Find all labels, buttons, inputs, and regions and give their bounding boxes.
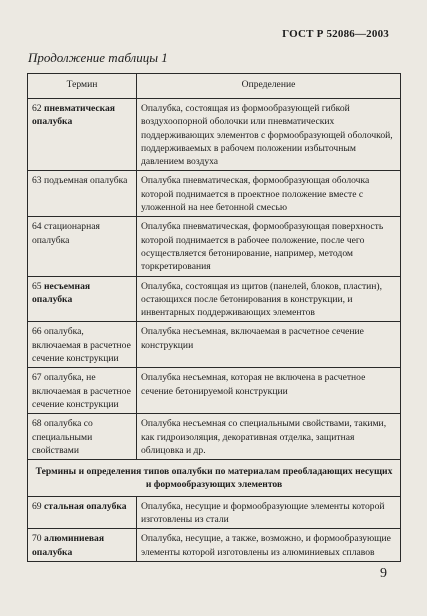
section-heading: Термины и определения типов опалубки по материалам преобладающих несущих и формообразующих элементов xyxy=(28,460,401,497)
column-header-definition: Определение xyxy=(137,74,401,99)
definition-cell: Опалубка пневматическая, формообразующая оболочка которой поднимается в проектное положение вместе с уложенной на нее бетонной смесью xyxy=(137,171,401,217)
table-row xyxy=(28,496,401,529)
term-cell xyxy=(28,171,137,217)
term-text: подъемная опалубка xyxy=(44,175,128,187)
term-cell xyxy=(28,276,137,322)
term-cell xyxy=(28,529,137,562)
term-cell xyxy=(28,496,137,529)
table-row xyxy=(28,529,401,562)
table-row xyxy=(28,368,401,414)
table-row xyxy=(28,322,401,368)
page-number: 9 xyxy=(380,566,387,581)
term-text: пневматическая опалубка xyxy=(32,103,116,128)
term-text: опалубка со специальными свойствами xyxy=(32,418,93,456)
terms-body-materials xyxy=(28,496,401,561)
term-cell xyxy=(28,322,137,368)
definition-cell: Опалубка, несущие и формообразующие элементы которой изготовлены из стали xyxy=(137,496,401,529)
table-row xyxy=(28,276,401,322)
term-text: несъемная опалубка xyxy=(32,280,91,305)
definition-cell: Опалубка, состоящая из формообразующей гибкой воздухоопорной оболочки или пневматических поддерживающих элементов с формообразующей оболочкой, поддерживаемых в рабочем положении избыточным давлением воздуха xyxy=(137,99,401,171)
definition-cell: Опалубка, состоящая из щитов (панелей, блоков, пластин), остающихся после бетонирования в конструкции, и инвентарных поддерживающих элементов xyxy=(137,276,401,322)
section-heading-row xyxy=(28,460,401,497)
continuation-label: Продолжение таблицы 1 xyxy=(28,50,168,65)
term-number: 64 xyxy=(32,221,42,233)
table-header-row xyxy=(28,74,401,99)
definition-cell: Опалубка несъемная, включаемая в расчетное сечение конструкции xyxy=(137,322,401,368)
term-number: 65 xyxy=(32,280,42,292)
definition-cell: Опалубка несъемная, которая не включена в расчетное сечение бетонируемой конструкции xyxy=(137,368,401,414)
table-row xyxy=(28,171,401,217)
term-cell xyxy=(28,414,137,460)
term-number: 63 xyxy=(32,175,42,187)
definition-cell: Опалубка, несущие, а также, возможно, и формообразующие элементы которой изготовлены из алюминиевых сплавов xyxy=(137,529,401,562)
term-text: опалубка, не включаемая в расчетное сечение конструкции xyxy=(32,372,131,410)
table-row xyxy=(28,99,401,171)
term-number: 66 xyxy=(32,326,42,338)
definition-cell: Опалубка несъемная со специальными свойствами, такими, как гидроизоляция, декоративная отделка, защитная облицовка и др. xyxy=(137,414,401,460)
term-number: 68 xyxy=(32,418,42,430)
term-text: алюминиевая опалубка xyxy=(32,533,105,558)
term-cell xyxy=(28,368,137,414)
table-row xyxy=(28,414,401,460)
term-text: опалубка, включаемая в расчетное сечение конструкции xyxy=(32,326,131,365)
term-cell xyxy=(28,217,137,276)
term-number: 69 xyxy=(32,500,42,512)
standard-code: ГОСТ Р 52086—2003 xyxy=(282,28,389,40)
table-row xyxy=(28,217,401,276)
term-text: стационарная опалубка xyxy=(32,221,100,246)
term-cell xyxy=(28,99,137,171)
column-header-term: Термин xyxy=(28,74,137,99)
term-text: стальная опалубка xyxy=(44,500,127,512)
terms-body xyxy=(28,99,401,460)
term-number: 62 xyxy=(32,103,42,114)
term-number: 70 xyxy=(32,533,42,545)
term-number: 67 xyxy=(32,372,42,384)
definition-cell: Опалубка пневматическая, формообразующая поверхность которой поднимается в рабочее положение, после чего осуществляется бетонирование, например, методом торкретирования xyxy=(137,217,401,276)
terms-table xyxy=(27,73,401,562)
